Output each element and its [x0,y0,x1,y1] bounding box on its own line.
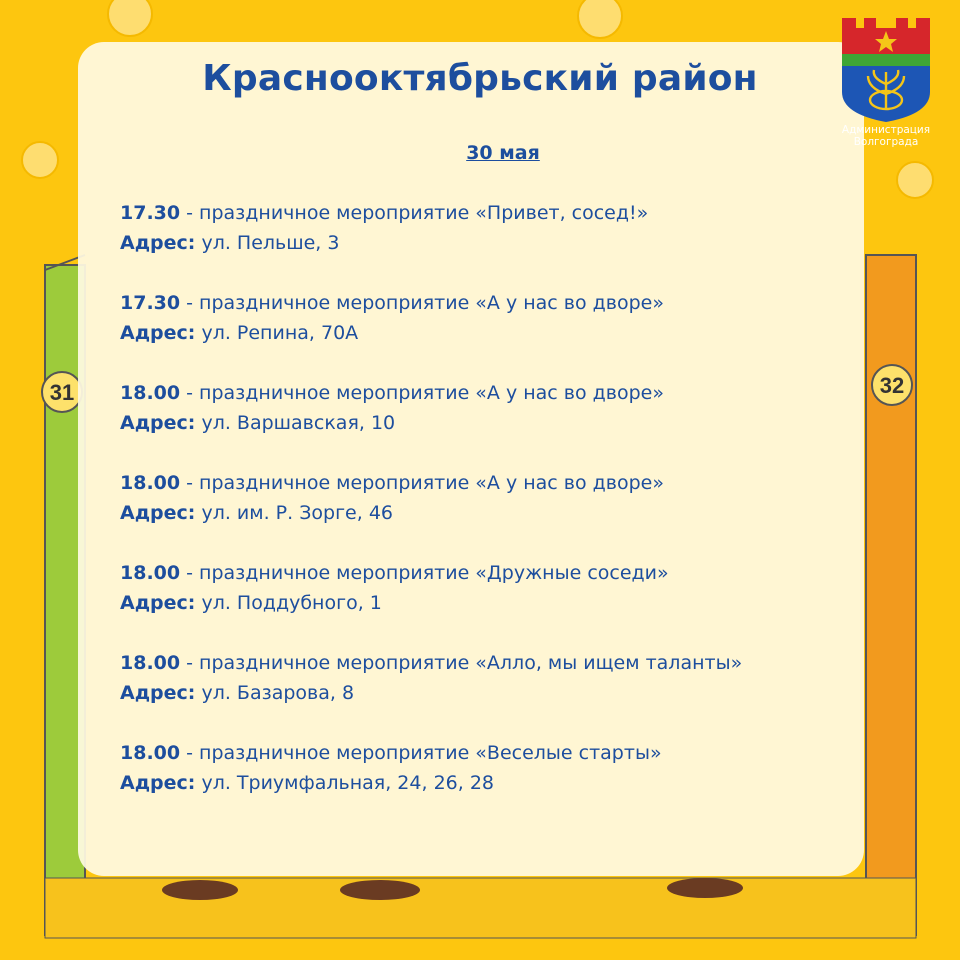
event-description: - праздничное мероприятие «А у нас во дворе» [180,472,664,494]
event-description: - праздничное мероприятие «Алло, мы ищем таланты» [180,652,743,674]
event-item [120,738,860,828]
door-right-number: 32 [879,373,905,398]
event-address: ул. Поддубного, 1 [195,592,382,614]
event-address: ул. Базарова, 8 [195,682,355,704]
event-address: ул. Репина, 70А [195,322,359,344]
address-label: Адрес: [120,592,196,614]
event-date: 30 мая [466,142,540,164]
door-left-number: 31 [49,380,75,405]
address-label: Адрес: [120,412,196,434]
event-item [120,378,860,468]
event-item [120,648,860,738]
address-label: Адрес: [120,682,196,704]
event-description: - праздничное мероприятие «А у нас во дворе» [180,382,664,404]
event-item [120,468,860,558]
event-time: 18.00 [120,562,181,584]
right-door [866,255,916,935]
volgograd-coat-of-arms-icon [836,14,936,124]
event-item [120,558,860,648]
event-address: ул. Варшавская, 10 [195,412,396,434]
address-label: Адрес: [120,322,196,344]
event-description: - праздничное мероприятие «Веселые старты» [180,742,662,764]
logo-caption-line2: Волгограда [853,136,919,148]
event-address: ул. Триумфальная, 24, 26, 28 [195,772,494,794]
event-address: ул. им. Р. Зорге, 46 [195,502,394,524]
event-item [120,198,860,288]
address-label: Адрес: [120,232,196,254]
event-time: 17.30 [120,202,181,224]
event-time: 18.00 [120,472,181,494]
event-time: 18.00 [120,742,181,764]
event-item [120,288,860,378]
event-time: 17.30 [120,292,181,314]
logo-caption-line1: Администрация [841,124,931,136]
event-time: 18.00 [120,382,181,404]
address-label: Адрес: [120,772,196,794]
event-time: 18.00 [120,652,181,674]
address-label: Адрес: [120,502,196,524]
event-description: - праздничное мероприятие «Дружные соседи» [180,562,669,584]
logo-caption [836,124,936,148]
page-title: Краснооктябрьский район [202,58,758,99]
event-address: ул. Пельше, 3 [195,232,340,254]
event-description: - праздничное мероприятие «А у нас во дворе» [180,292,664,314]
event-description: - праздничное мероприятие «Привет, сосед!» [180,202,649,224]
administration-logo [836,14,936,154]
event-list [120,198,860,828]
